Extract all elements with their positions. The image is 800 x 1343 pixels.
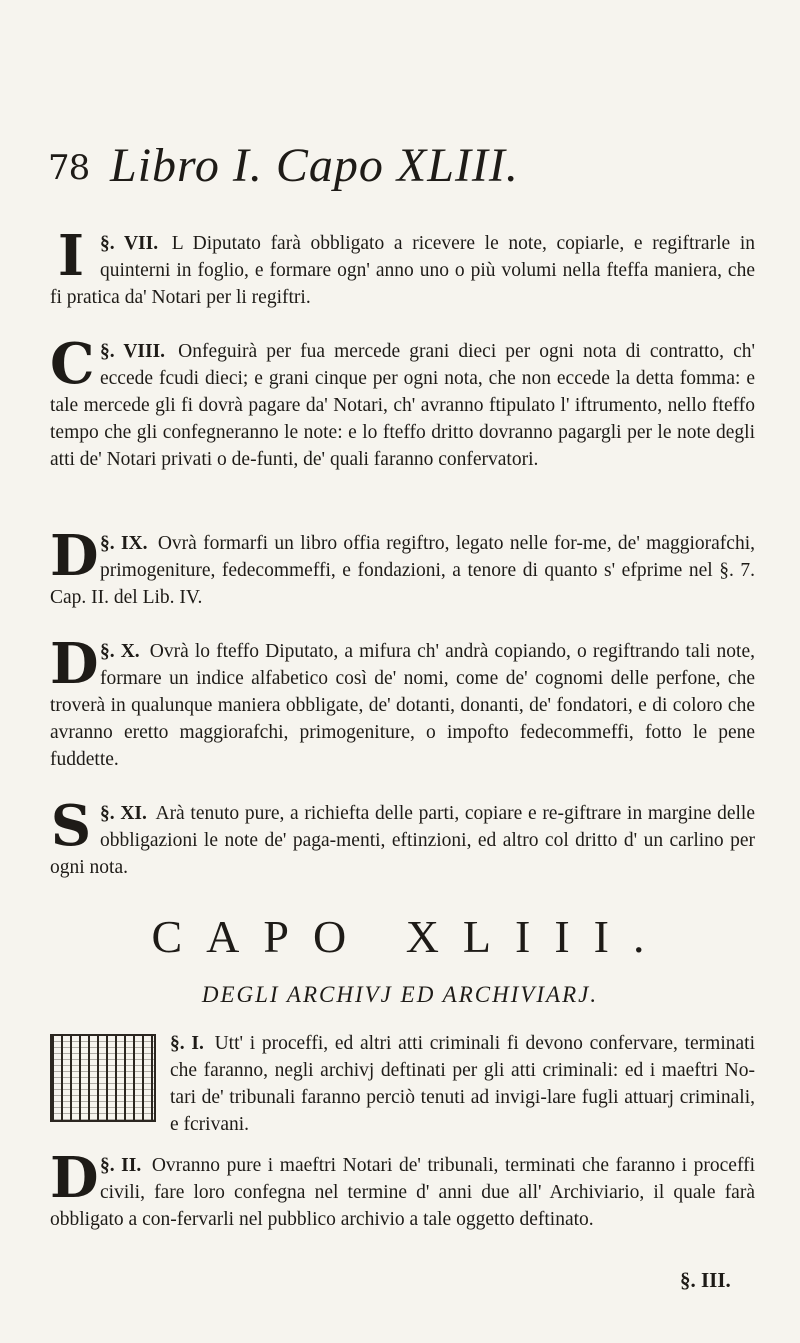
drop-initial: D [50, 631, 99, 697]
section-label: §. VII. [100, 233, 159, 254]
section-label: §. X. [100, 641, 140, 662]
page-header [48, 138, 748, 198]
section-body: L Diputato farà obbligato a ricevere le note, copiarle, e regiftrarle in quinterni in foglio, e formare ogn' anno uno o più volumi nella fteffa maniera, che fi pratica da' Notari per li regiftri. [50, 233, 755, 308]
section-body: Arà tenuto pure, a richiefta delle parti, copiare e re-giftrare in margine delle obbligazioni le note de' paga-menti, eftinzioni, ed altro col dritto d' un carlino per ogni nota. [50, 803, 755, 878]
section-text [50, 523, 755, 611]
catchword: §. III. [680, 1268, 731, 1292]
section-text [50, 223, 755, 311]
drop-initial: C [50, 331, 95, 397]
chapter-subtitle: DEGLI ARCHIVJ ED ARCHIVIARJ. [201, 982, 599, 1007]
section-label: §. I. [170, 1033, 204, 1054]
section-text [50, 631, 755, 773]
drop-initial: S [50, 793, 92, 859]
section-body: Ovrà formarfi un libro offia regiftro, legato nelle for-me, de' maggiorafchi, primogeniture, fedecommeffi, e fondazioni, a tenore di quanto s' efprime nel §. 7. Cap. II. del Lib. IV. [50, 533, 755, 608]
section-body: Ovrà lo fteffo Diputato, a mifura ch' andrà copiando, o regiftrando tali note, formare un indice alfabetico così de' nomi, come de' cognomi delle perfone, che troverà in qualunque maniera obbligate, de' dotanti, donanti, de' fondatori, e di coloro che avranno eretto maggiorafchi, primogeniture, o impofto fedecommeffi, fotto le pene fuddette. [50, 641, 755, 770]
running-title: Libro I. Capo XLIII. [110, 139, 519, 192]
section-label: §. XI. [100, 803, 147, 824]
section-label: §. II. [100, 1155, 142, 1176]
section-body: Onfeguirà per fua mercede grani dieci per ogni nota di contratto, ch' eccede fcudi dieci; e grani cinque per ogni nota, che non eccede la detta fomma: e tale mercede gli fi dovrà pagare da' Notari, ch' avranno ftipulato l' iftrumento, nello fteffo tempo che gli confegneranno le note: e lo fteffo dritto dovranno pagargli per le note degli atti de' Notari privati o de-funti, de' quali faranno confervatori. [50, 341, 756, 470]
drop-initial: I [57, 223, 85, 289]
section-x [50, 631, 755, 773]
woodcut-initial-icon [50, 1034, 156, 1122]
section-xi [50, 793, 755, 881]
section-label: §. IX. [100, 533, 148, 554]
page-number: 78 [48, 148, 90, 188]
section-viii [50, 331, 756, 473]
section-text [50, 331, 756, 473]
drop-initial: D [50, 523, 99, 589]
chapter-section-ii [50, 1145, 755, 1233]
section-vii [50, 223, 755, 311]
section-body: Utt' i proceffi, ed altri atti criminali fi devono confervare, terminati che faranno, negli archivj deftinati per gli atti criminali: ed i maeftri No-tari de' tribunali faranno perciò tenuti ad invigi-lare fugli attuarj criminali, e fcrivani. [170, 1033, 756, 1135]
chapter-heading: CAPO XLIII. [151, 911, 669, 962]
section-label: §. VIII. [100, 341, 166, 362]
section-body: Ovranno pure i maeftri Notari de' tribunali, terminati che faranno i proceffi civili, fare loro confegna nel termine d' anni due all' Archiviario, il quale farà obbligato a con-fervarli nel pubblico archivio a tale oggetto deftinato. [50, 1155, 755, 1230]
section-text [50, 793, 755, 881]
chapter-section-i [50, 1030, 755, 1138]
section-text [50, 1145, 755, 1233]
drop-initial: D [50, 1145, 99, 1211]
section-ix [50, 523, 755, 611]
